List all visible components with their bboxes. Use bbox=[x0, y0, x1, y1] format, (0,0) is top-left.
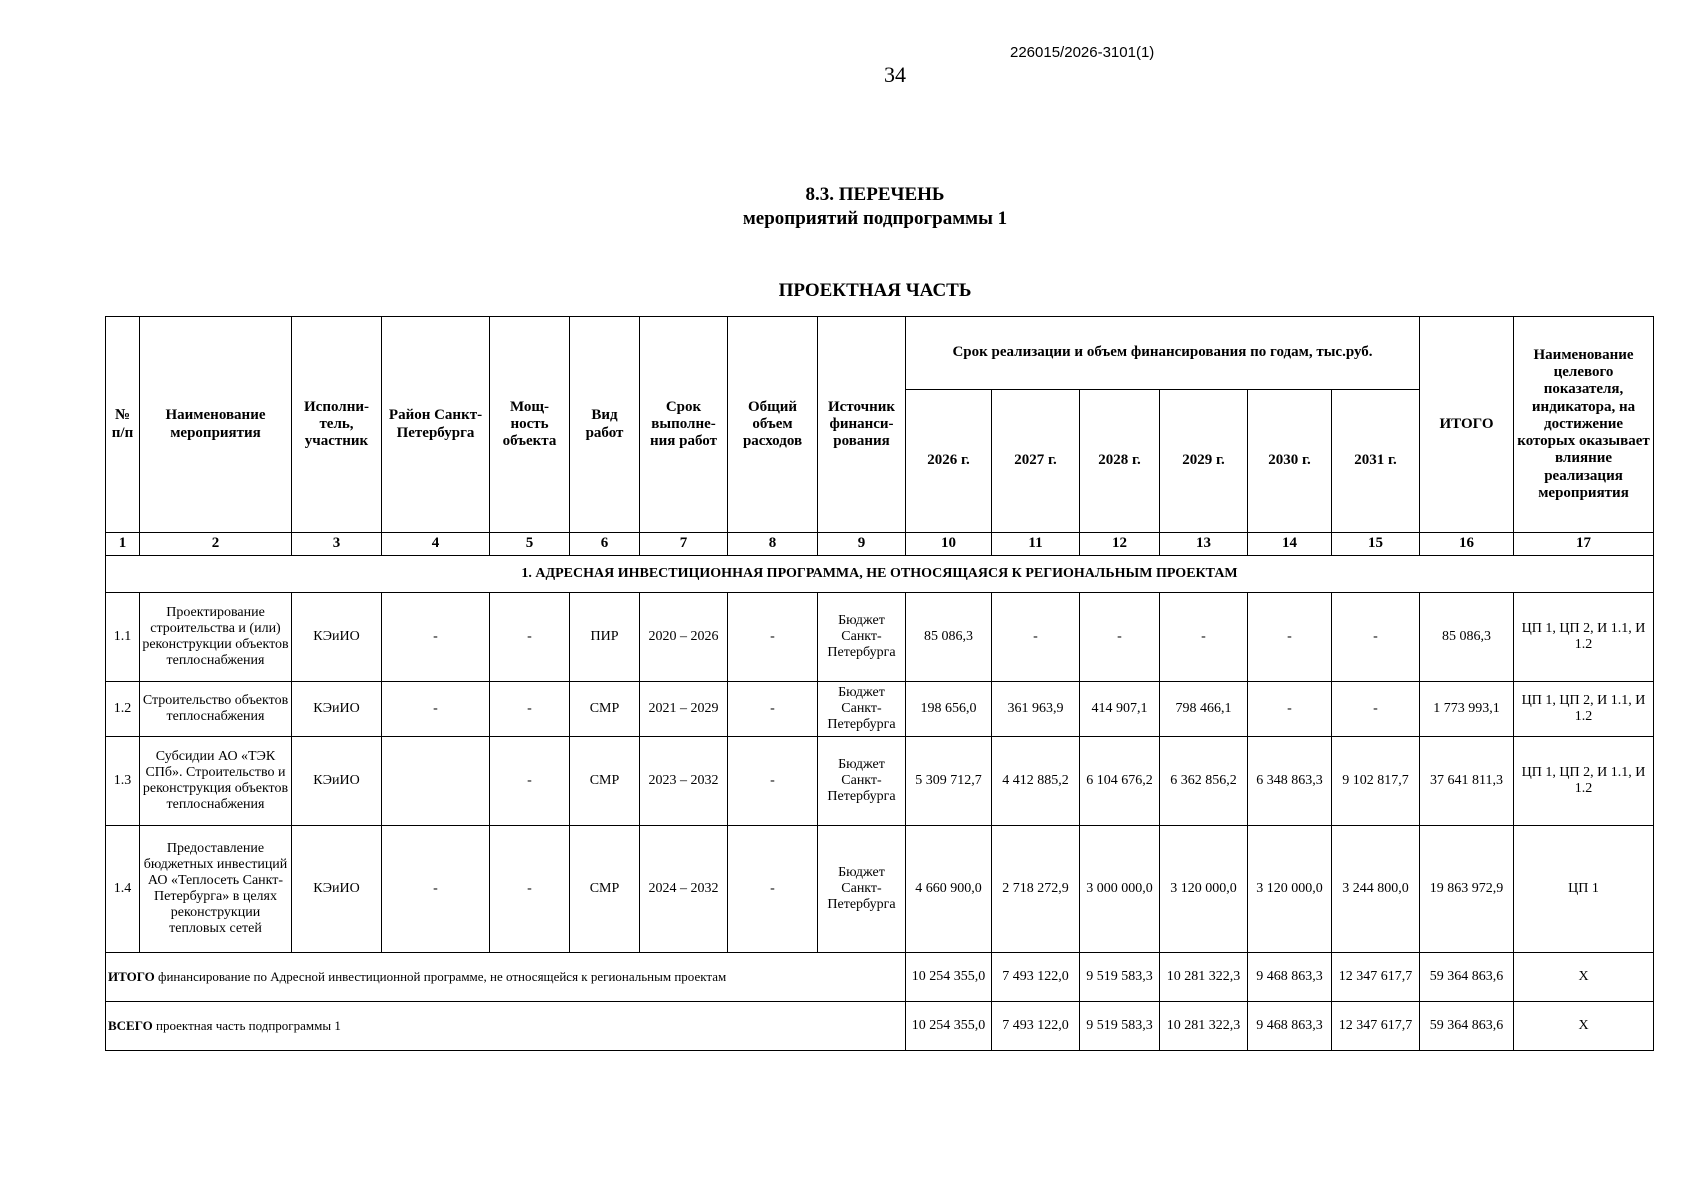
row-year-value: - bbox=[1332, 682, 1420, 737]
column-number: 3 bbox=[292, 533, 382, 556]
header-year: 2029 г. bbox=[1160, 390, 1248, 533]
row-year-value: - bbox=[1080, 593, 1160, 682]
row-capacity: - bbox=[490, 593, 570, 682]
total-label-bold: ИТОГО bbox=[108, 968, 155, 984]
row-term: 2024 – 2032 bbox=[640, 826, 728, 953]
row-term: 2023 – 2032 bbox=[640, 737, 728, 826]
row-year-value: 4 660 900,0 bbox=[906, 826, 992, 953]
table-row bbox=[106, 737, 1654, 826]
row-district bbox=[382, 737, 490, 826]
header-source: Источник финанси-рования bbox=[818, 317, 906, 533]
header-year: 2027 г. bbox=[992, 390, 1080, 533]
total-year-value: 9 519 583,3 bbox=[1080, 953, 1160, 1002]
grand-total-indicator: Х bbox=[1514, 1002, 1654, 1051]
row-district: - bbox=[382, 826, 490, 953]
row-year-value: - bbox=[1248, 593, 1332, 682]
table-row bbox=[106, 826, 1654, 953]
row-year-value: 6 362 856,2 bbox=[1160, 737, 1248, 826]
row-work-type: СМР bbox=[570, 682, 640, 737]
row-year-value: - bbox=[992, 593, 1080, 682]
row-year-value: 361 963,9 bbox=[992, 682, 1080, 737]
total-year-value: 9 468 863,3 bbox=[1248, 953, 1332, 1002]
header-num: № п/п bbox=[106, 317, 140, 533]
row-name: Строительство объектов теплоснабжения bbox=[140, 682, 292, 737]
total-label-rest: финансирование по Адресной инвестиционной программе, не относящейся к региональным проектам bbox=[154, 968, 727, 984]
header-period-group: Срок реализации и объем финансирования по годам, тыс.руб. bbox=[906, 317, 1420, 390]
grand-total-label bbox=[106, 1002, 906, 1051]
row-work-type: СМР bbox=[570, 826, 640, 953]
header-year: 2030 г. bbox=[1248, 390, 1332, 533]
column-number: 4 bbox=[382, 533, 490, 556]
header-district: Район Санкт-Петербурга bbox=[382, 317, 490, 533]
header-total-volume: Общий объем расходов bbox=[728, 317, 818, 533]
page-number: 34 bbox=[884, 62, 906, 87]
row-total-volume: - bbox=[728, 737, 818, 826]
row-work-type: ПИР bbox=[570, 593, 640, 682]
row-executor: КЭиИО bbox=[292, 682, 382, 737]
row-year-value: 5 309 712,7 bbox=[906, 737, 992, 826]
column-number: 11 bbox=[992, 533, 1080, 556]
row-year-value: 198 656,0 bbox=[906, 682, 992, 737]
grand-total-year-value: 10 281 322,3 bbox=[1160, 1002, 1248, 1051]
row-year-value: 6 348 863,3 bbox=[1248, 737, 1332, 826]
header-work-type: Вид работ bbox=[570, 317, 640, 533]
total-indicator: Х bbox=[1514, 953, 1654, 1002]
header-year: 2031 г. bbox=[1332, 390, 1420, 533]
row-capacity: - bbox=[490, 826, 570, 953]
row-year-value: 9 102 817,7 bbox=[1332, 737, 1420, 826]
column-number: 10 bbox=[906, 533, 992, 556]
row-num: 1.2 bbox=[106, 682, 140, 737]
total-year-value: 10 254 355,0 bbox=[906, 953, 992, 1002]
row-source: Бюджет Санкт-Петербурга bbox=[818, 682, 906, 737]
grand-total-label-rest: проектная часть подпрограммы 1 bbox=[152, 1017, 341, 1033]
grand-total-itogo: 59 364 863,6 bbox=[1420, 1002, 1514, 1051]
row-indicator: ЦП 1, ЦП 2, И 1.1, И 1.2 bbox=[1514, 593, 1654, 682]
grand-total-year-value: 12 347 617,7 bbox=[1332, 1002, 1420, 1051]
row-name: Субсидии АО «ТЭК СПб». Строительство и реконструкция объектов теплоснабжения bbox=[140, 737, 292, 826]
row-indicator: ЦП 1, ЦП 2, И 1.1, И 1.2 bbox=[1514, 737, 1654, 826]
total-year-value: 12 347 617,7 bbox=[1332, 953, 1420, 1002]
row-itogo: 1 773 993,1 bbox=[1420, 682, 1514, 737]
grand-total-year-value: 9 519 583,3 bbox=[1080, 1002, 1160, 1051]
grand-total-year-value: 7 493 122,0 bbox=[992, 1002, 1080, 1051]
header-name: Наименование мероприятия bbox=[140, 317, 292, 533]
row-year-value: 798 466,1 bbox=[1160, 682, 1248, 737]
table-row bbox=[106, 593, 1654, 682]
header-itogo: ИТОГО bbox=[1420, 317, 1514, 533]
total-itogo: 59 364 863,6 bbox=[1420, 953, 1514, 1002]
row-indicator: ЦП 1 bbox=[1514, 826, 1654, 953]
column-number: 17 bbox=[1514, 533, 1654, 556]
total-year-value: 10 281 322,3 bbox=[1160, 953, 1248, 1002]
row-executor: КЭиИО bbox=[292, 593, 382, 682]
row-num: 1.3 bbox=[106, 737, 140, 826]
row-year-value: 2 718 272,9 bbox=[992, 826, 1080, 953]
document-number: 226015/2026-3101(1) bbox=[1010, 44, 1155, 61]
row-year-value: 414 907,1 bbox=[1080, 682, 1160, 737]
row-num: 1.1 bbox=[106, 593, 140, 682]
grand-total-label-bold: ВСЕГО bbox=[108, 1017, 153, 1033]
row-total-volume: - bbox=[728, 826, 818, 953]
row-district: - bbox=[382, 593, 490, 682]
total-year-value: 7 493 122,0 bbox=[992, 953, 1080, 1002]
row-year-value: 3 120 000,0 bbox=[1160, 826, 1248, 953]
row-num: 1.4 bbox=[106, 826, 140, 953]
row-name: Проектирование строительства и (или) реконструкции объектов теплоснабжения bbox=[140, 593, 292, 682]
grand-total-year-value: 9 468 863,3 bbox=[1248, 1002, 1332, 1051]
header-indicator: Наименование целевого показателя, индикатора, на достижение которых оказывает влияние реализация мероприятия bbox=[1514, 317, 1654, 533]
grand-total-year-value: 10 254 355,0 bbox=[906, 1002, 992, 1051]
row-source: Бюджет Санкт-Петербурга bbox=[818, 826, 906, 953]
part-heading: ПРОЕКТНАЯ ЧАСТЬ bbox=[778, 280, 972, 301]
row-year-value: 4 412 885,2 bbox=[992, 737, 1080, 826]
row-year-value: 3 244 800,0 bbox=[1332, 826, 1420, 953]
column-number: 6 bbox=[570, 533, 640, 556]
column-number: 12 bbox=[1080, 533, 1160, 556]
section-heading: 8.3. ПЕРЕЧЕНЬ bbox=[805, 184, 945, 205]
row-itogo: 19 863 972,9 bbox=[1420, 826, 1514, 953]
grand-total-row bbox=[106, 1002, 1654, 1051]
row-source: Бюджет Санкт-Петербурга bbox=[818, 737, 906, 826]
row-year-value: 85 086,3 bbox=[906, 593, 992, 682]
total-label bbox=[106, 953, 906, 1002]
row-total-volume: - bbox=[728, 682, 818, 737]
header-year: 2028 г. bbox=[1080, 390, 1160, 533]
row-total-volume: - bbox=[728, 593, 818, 682]
row-itogo: 37 641 811,3 bbox=[1420, 737, 1514, 826]
row-itogo: 85 086,3 bbox=[1420, 593, 1514, 682]
row-capacity: - bbox=[490, 737, 570, 826]
row-year-value: 3 000 000,0 bbox=[1080, 826, 1160, 953]
column-number: 9 bbox=[818, 533, 906, 556]
column-number: 5 bbox=[490, 533, 570, 556]
row-source: Бюджет Санкт-Петербурга bbox=[818, 593, 906, 682]
row-executor: КЭиИО bbox=[292, 737, 382, 826]
activities-table bbox=[105, 316, 1654, 1051]
column-number: 13 bbox=[1160, 533, 1248, 556]
section-title: 1. АДРЕСНАЯ ИНВЕСТИЦИОННАЯ ПРОГРАММА, НЕ ОТНОСЯЩАЯСЯ К РЕГИОНАЛЬНЫМ ПРОЕКТАМ bbox=[106, 556, 1654, 593]
row-year-value: - bbox=[1332, 593, 1420, 682]
row-district: - bbox=[382, 682, 490, 737]
column-number: 8 bbox=[728, 533, 818, 556]
section-subheading: мероприятий подпрограммы 1 bbox=[742, 208, 1008, 229]
row-term: 2021 – 2029 bbox=[640, 682, 728, 737]
row-year-value: - bbox=[1248, 682, 1332, 737]
header-term: Срок выполне-ния работ bbox=[640, 317, 728, 533]
table-row bbox=[106, 682, 1654, 737]
row-executor: КЭиИО bbox=[292, 826, 382, 953]
row-indicator: ЦП 1, ЦП 2, И 1.1, И 1.2 bbox=[1514, 682, 1654, 737]
header-capacity: Мощ-ность объекта bbox=[490, 317, 570, 533]
row-work-type: СМР bbox=[570, 737, 640, 826]
total-row bbox=[106, 953, 1654, 1002]
column-number: 16 bbox=[1420, 533, 1514, 556]
row-term: 2020 – 2026 bbox=[640, 593, 728, 682]
header-year: 2026 г. bbox=[906, 390, 992, 533]
row-year-value: 3 120 000,0 bbox=[1248, 826, 1332, 953]
row-capacity: - bbox=[490, 682, 570, 737]
column-number: 14 bbox=[1248, 533, 1332, 556]
column-number: 2 bbox=[140, 533, 292, 556]
column-number: 7 bbox=[640, 533, 728, 556]
column-number: 15 bbox=[1332, 533, 1420, 556]
row-year-value: 6 104 676,2 bbox=[1080, 737, 1160, 826]
row-year-value: - bbox=[1160, 593, 1248, 682]
header-executor: Исполни-тель, участник bbox=[292, 317, 382, 533]
column-number: 1 bbox=[106, 533, 140, 556]
row-name: Предоставление бюджетных инвестиций АО «Теплосеть Санкт-Петербурга» в целях реконструкции тепловых сетей bbox=[140, 826, 292, 953]
